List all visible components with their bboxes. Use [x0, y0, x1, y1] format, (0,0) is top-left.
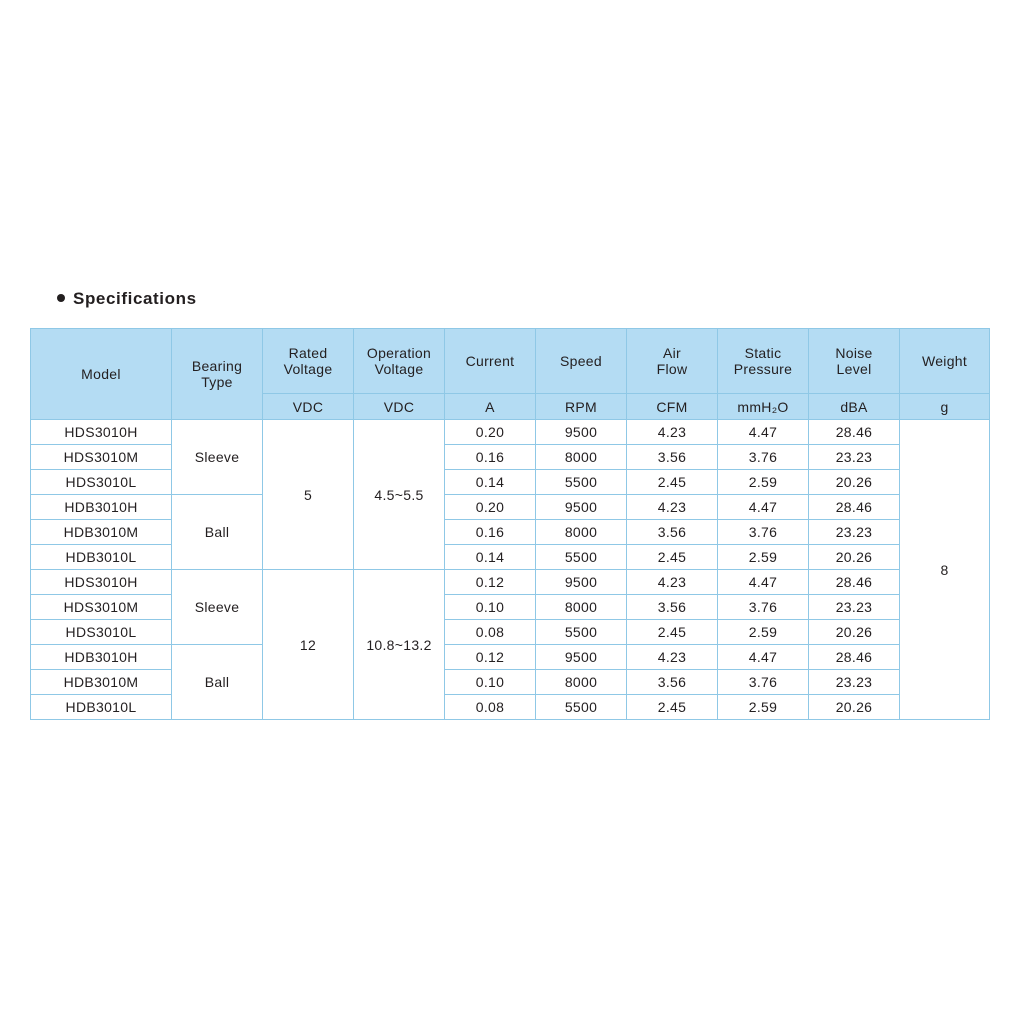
speed-cell: 9500: [536, 420, 627, 445]
noise-level-cell: 23.23: [809, 520, 900, 545]
header-air-flow: Air Flow: [627, 329, 718, 394]
rated-voltage-cell: 5: [263, 420, 354, 570]
air-flow-cell: 4.23: [627, 495, 718, 520]
noise-level-cell: 20.26: [809, 620, 900, 645]
air-flow-cell: 4.23: [627, 420, 718, 445]
speed-cell: 9500: [536, 570, 627, 595]
noise-level-cell: 28.46: [809, 420, 900, 445]
air-flow-cell: 2.45: [627, 470, 718, 495]
header-bearing-type: Bearing Type: [172, 329, 263, 420]
table-row: [31, 645, 990, 670]
unit-current: A: [445, 394, 536, 420]
bullet-icon: [57, 294, 65, 302]
table-row: [31, 570, 990, 595]
unit-air-flow: CFM: [627, 394, 718, 420]
model-cell: HDS3010H: [31, 420, 172, 445]
current-cell: 0.10: [445, 670, 536, 695]
header-speed: Speed: [536, 329, 627, 394]
speed-cell: 9500: [536, 645, 627, 670]
operation-voltage-cell: 10.8~13.2: [354, 570, 445, 720]
weight-cell: 8: [900, 420, 990, 720]
noise-level-cell: 28.46: [809, 645, 900, 670]
speed-cell: 5500: [536, 620, 627, 645]
air-flow-cell: 4.23: [627, 645, 718, 670]
speed-cell: 5500: [536, 695, 627, 720]
current-cell: 0.16: [445, 520, 536, 545]
air-flow-cell: 3.56: [627, 445, 718, 470]
noise-level-cell: 23.23: [809, 595, 900, 620]
speed-cell: 9500: [536, 495, 627, 520]
model-cell: HDS3010M: [31, 445, 172, 470]
static-pressure-cell: 4.47: [718, 420, 809, 445]
unit-rated-voltage: VDC: [263, 394, 354, 420]
model-cell: HDB3010H: [31, 645, 172, 670]
air-flow-cell: 2.45: [627, 620, 718, 645]
noise-level-cell: 20.26: [809, 695, 900, 720]
header-noise-level: Noise Level: [809, 329, 900, 394]
static-pressure-cell: 2.59: [718, 470, 809, 495]
header-weight: Weight: [900, 329, 990, 394]
noise-level-cell: 28.46: [809, 570, 900, 595]
model-cell: HDS3010L: [31, 620, 172, 645]
bearing-type-cell: Ball: [172, 645, 263, 720]
speed-cell: 8000: [536, 670, 627, 695]
static-pressure-cell: 2.59: [718, 620, 809, 645]
static-pressure-cell: 3.76: [718, 595, 809, 620]
speed-cell: 8000: [536, 445, 627, 470]
noise-level-cell: 20.26: [809, 470, 900, 495]
model-cell: HDB3010L: [31, 545, 172, 570]
speed-cell: 5500: [536, 545, 627, 570]
current-cell: 0.14: [445, 545, 536, 570]
speed-cell: 8000: [536, 595, 627, 620]
air-flow-cell: 2.45: [627, 695, 718, 720]
model-cell: HDS3010H: [31, 570, 172, 595]
static-pressure-cell: 4.47: [718, 645, 809, 670]
table-row: [31, 420, 990, 445]
unit-noise-level: dBA: [809, 394, 900, 420]
model-cell: HDB3010H: [31, 495, 172, 520]
noise-level-cell: 23.23: [809, 445, 900, 470]
speed-cell: 5500: [536, 470, 627, 495]
rated-voltage-cell: 12: [263, 570, 354, 720]
unit-static-pressure: mmH₂O: [718, 394, 809, 420]
model-cell: HDB3010L: [31, 695, 172, 720]
static-pressure-cell: 4.47: [718, 495, 809, 520]
header-rated-voltage: Rated Voltage: [263, 329, 354, 394]
current-cell: 0.08: [445, 620, 536, 645]
air-flow-cell: 3.56: [627, 595, 718, 620]
specifications-table: [30, 328, 990, 720]
current-cell: 0.12: [445, 645, 536, 670]
static-pressure-cell: 3.76: [718, 445, 809, 470]
model-cell: HDB3010M: [31, 520, 172, 545]
air-flow-cell: 2.45: [627, 545, 718, 570]
noise-level-cell: 23.23: [809, 670, 900, 695]
static-pressure-cell: 2.59: [718, 695, 809, 720]
header-static-pressure: Static Pressure: [718, 329, 809, 394]
speed-cell: 8000: [536, 520, 627, 545]
air-flow-cell: 3.56: [627, 520, 718, 545]
current-cell: 0.10: [445, 595, 536, 620]
noise-level-cell: 28.46: [809, 495, 900, 520]
unit-operation-voltage: VDC: [354, 394, 445, 420]
current-cell: 0.20: [445, 495, 536, 520]
air-flow-cell: 4.23: [627, 570, 718, 595]
current-cell: 0.12: [445, 570, 536, 595]
static-pressure-cell: 3.76: [718, 520, 809, 545]
bearing-type-cell: Sleeve: [172, 570, 263, 645]
unit-speed: RPM: [536, 394, 627, 420]
current-cell: 0.08: [445, 695, 536, 720]
bearing-type-cell: Ball: [172, 495, 263, 570]
air-flow-cell: 3.56: [627, 670, 718, 695]
unit-weight: g: [900, 394, 990, 420]
operation-voltage-cell: 4.5~5.5: [354, 420, 445, 570]
table-row: [31, 495, 990, 520]
header-model: Model: [31, 329, 172, 420]
static-pressure-cell: 2.59: [718, 545, 809, 570]
current-cell: 0.16: [445, 445, 536, 470]
header-operation-voltage: Operation Voltage: [354, 329, 445, 394]
noise-level-cell: 20.26: [809, 545, 900, 570]
bearing-type-cell: Sleeve: [172, 420, 263, 495]
header-current: Current: [445, 329, 536, 394]
section-heading: [57, 287, 197, 311]
section-title: Specifications: [73, 289, 197, 308]
model-cell: HDB3010M: [31, 670, 172, 695]
model-cell: HDS3010M: [31, 595, 172, 620]
static-pressure-cell: 3.76: [718, 670, 809, 695]
model-cell: HDS3010L: [31, 470, 172, 495]
current-cell: 0.20: [445, 420, 536, 445]
current-cell: 0.14: [445, 470, 536, 495]
static-pressure-cell: 4.47: [718, 570, 809, 595]
